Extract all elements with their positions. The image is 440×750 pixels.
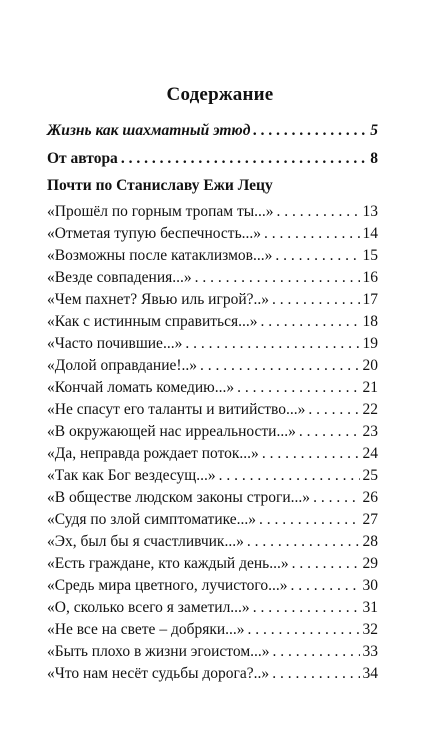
leader-dots bbox=[272, 663, 359, 685]
toc-entry bbox=[47, 487, 378, 509]
leader-dots bbox=[275, 245, 359, 267]
leader-dots bbox=[313, 487, 359, 509]
toc-entry-label: «Так как Бог вездесущ...» bbox=[47, 467, 216, 484]
toc-entry-label: «Часто почившие...» bbox=[47, 335, 183, 352]
toc-entry-page: 20 bbox=[362, 357, 378, 374]
toc-entry-page: 26 bbox=[362, 489, 378, 506]
toc-entry bbox=[47, 553, 378, 575]
toc-entry-label: «Возможны после катаклизмов...» bbox=[47, 247, 273, 264]
toc-entry-page: 25 bbox=[362, 467, 378, 484]
leader-dots bbox=[277, 201, 360, 223]
leader-dots bbox=[299, 421, 360, 443]
toc-entry-page: 17 bbox=[362, 291, 378, 308]
toc-entry-page: 14 bbox=[362, 225, 378, 242]
leader-dots bbox=[261, 311, 360, 333]
toc-entry bbox=[47, 148, 378, 170]
toc-entry bbox=[47, 245, 378, 267]
leader-dots bbox=[262, 443, 360, 465]
leader-dots bbox=[253, 120, 367, 142]
toc-entry-label: «Быть плохо в жизни эгоистом...» bbox=[47, 643, 270, 660]
toc-entry bbox=[47, 641, 378, 663]
toc-entry-page: 15 bbox=[362, 247, 378, 264]
leader-dots bbox=[259, 509, 359, 531]
leader-dots bbox=[273, 641, 360, 663]
toc-entry-label: «Кончай ломать комедию...» bbox=[47, 379, 235, 396]
toc-entry-label: «Везде совпадения...» bbox=[47, 269, 192, 286]
toc-entry-label: «Чем пахнет? Явью иль игрой?..» bbox=[47, 291, 269, 308]
toc-entry bbox=[47, 465, 378, 487]
toc-entry-page: 31 bbox=[362, 599, 378, 616]
toc-entry bbox=[47, 201, 378, 223]
leader-dots bbox=[272, 289, 360, 311]
leader-dots bbox=[264, 223, 359, 245]
toc-entry-page: 18 bbox=[362, 313, 378, 330]
toc-entry-label: От автора bbox=[47, 150, 118, 167]
toc-entry-page: 27 bbox=[362, 511, 378, 528]
toc-entry-page: 8 bbox=[370, 150, 378, 167]
toc-entry-label: «В окружающей нас ирреальности...» bbox=[47, 423, 296, 440]
leader-dots bbox=[237, 377, 359, 399]
toc-entry-label: «Не спасут его таланты и витийство...» bbox=[47, 401, 306, 418]
toc-entry bbox=[47, 597, 378, 619]
toc-entry-label: «Прошёл по горным тропам ты...» bbox=[47, 203, 274, 220]
toc-entry bbox=[47, 223, 378, 245]
toc-entry bbox=[47, 355, 378, 377]
toc-entry bbox=[47, 267, 378, 289]
toc-entry-label: «Не все на свете – добряки...» bbox=[47, 621, 245, 638]
leader-dots bbox=[185, 333, 359, 355]
toc-entry-page: 29 bbox=[362, 555, 378, 572]
leader-dots bbox=[200, 355, 359, 377]
toc-entry bbox=[47, 421, 378, 443]
toc-entry bbox=[47, 120, 378, 142]
toc-entry-page: 16 bbox=[362, 269, 378, 286]
toc-entry-label: «Долой оправдание!..» bbox=[47, 357, 198, 374]
leader-dots bbox=[308, 399, 359, 421]
toc-entry-page: 33 bbox=[362, 643, 378, 660]
toc-entry-page: 34 bbox=[362, 665, 378, 682]
toc-entry bbox=[47, 311, 378, 333]
toc-entry-page: 22 bbox=[362, 401, 378, 418]
leader-dots bbox=[195, 267, 360, 289]
toc-entry-label: «Отметая тупую беспечность...» bbox=[47, 225, 262, 242]
toc-entry-page: 13 bbox=[362, 203, 378, 220]
toc-entry bbox=[47, 509, 378, 531]
page-title: Содержание bbox=[166, 84, 274, 105]
toc-entry bbox=[47, 575, 378, 597]
toc-entry-page: 21 bbox=[362, 379, 378, 396]
toc-entry bbox=[47, 619, 378, 641]
toc-entry-label: «В обществе людском законы строги...» bbox=[47, 489, 311, 506]
toc-entry-label: «Судя по злой симптоматике...» bbox=[47, 511, 257, 528]
toc-entry-page: 24 bbox=[362, 445, 378, 462]
toc-entry-label: «О, сколько всего я заметил...» bbox=[47, 599, 250, 616]
toc-entry-page: 30 bbox=[362, 577, 378, 594]
poem-entries bbox=[47, 201, 378, 685]
toc-entry-page: 5 bbox=[370, 122, 378, 139]
toc-entry-label: «Эх, был бы я счастливчик...» bbox=[47, 533, 244, 550]
toc-entry bbox=[47, 333, 378, 355]
toc-entry-page: 23 bbox=[362, 423, 378, 440]
toc-entry-page: 28 bbox=[362, 533, 378, 550]
toc-entry-page: 19 bbox=[362, 335, 378, 352]
leader-dots bbox=[248, 619, 360, 641]
toc-entry-label: «Что нам несёт судьбы дорога?..» bbox=[47, 665, 270, 682]
section-heading: Почти по Станиславу Ежи Лецу bbox=[47, 177, 273, 194]
leader-dots bbox=[253, 597, 360, 619]
toc-entry-page: 32 bbox=[362, 621, 378, 638]
leader-dots bbox=[219, 465, 360, 487]
toc-entry bbox=[47, 399, 378, 421]
leader-dots bbox=[247, 531, 360, 553]
leader-dots bbox=[291, 575, 360, 597]
leader-dots bbox=[292, 553, 360, 575]
leader-dots bbox=[121, 148, 367, 170]
toc-entry bbox=[47, 531, 378, 553]
toc-entry bbox=[47, 377, 378, 399]
toc-entry-label: «Средь мира цветного, лучистого...» bbox=[47, 577, 288, 594]
toc-entry-label: Жизнь как шахматный этюд bbox=[47, 122, 251, 139]
toc-entry-label: «Да, неправда рождает поток...» bbox=[47, 445, 259, 462]
toc-entry bbox=[47, 289, 378, 311]
toc-entry bbox=[47, 443, 378, 465]
toc-list bbox=[47, 120, 378, 685]
toc-entry-label: «Есть граждане, кто каждый день...» bbox=[47, 555, 289, 572]
toc-entry bbox=[47, 663, 378, 685]
toc-entry-label: «Как с истинным справиться...» bbox=[47, 313, 258, 330]
